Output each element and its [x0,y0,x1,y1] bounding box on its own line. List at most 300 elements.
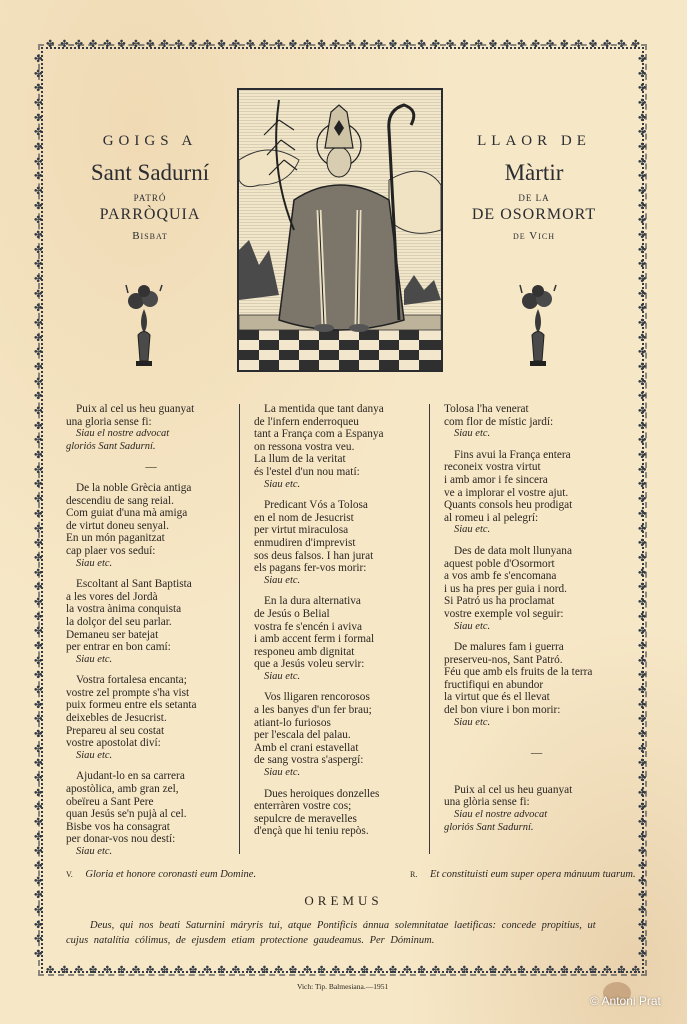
fleuron-icon: ✤ [638,552,647,564]
border-bottom-fleurons [46,966,640,976]
verse-line: fructifiqui en abundor [444,678,544,691]
verse-line: Puix al cel us heu guanyat [76,403,195,415]
verse-line: responeu amb dignitat [254,645,355,658]
stanza [254,691,429,767]
verse-line: Vos lligaren rencorosos [264,691,370,704]
verse-line: Si Patró us ha proclamat [444,595,555,608]
refrain [444,524,629,537]
fleuron-icon: ✤ [88,39,98,50]
fleuron-icon: ✤ [638,215,647,227]
fleuron-icon: ✤ [638,758,647,770]
verse-line: Prepareu al seu costat [66,724,165,737]
refrain-line: Siau etc. [454,524,491,536]
fleuron-icon: ✤ [638,274,647,286]
fleuron-icon: ✤ [638,406,647,418]
border-top-fleurons [46,40,640,50]
title-martir: Màrtir [504,160,564,185]
verse-line: deixebles de Jesucrist. [66,712,167,725]
fleuron-icon: ✤ [474,965,483,976]
verse-line: per donar-vos nou destí: [66,833,176,846]
border-left-fleurons [34,55,42,960]
title-right [446,133,622,242]
title-saint-name: Sant Sadurní [90,160,210,185]
fleuron-icon: ✤ [46,965,55,976]
fleuron-icon: ✤ [638,479,647,491]
title-left [60,133,240,242]
fleuron-icon: ✤ [638,362,647,374]
verse-line: Amb el crani estavellat [254,741,359,754]
fleuron-icon: ✤ [160,39,169,50]
verse-line: de l'infern enderroqueu [254,415,359,428]
verse-line: Fins avui la França entera [454,448,571,461]
fleuron-icon: ✤ [638,288,647,300]
fleuron-icon: ✤ [203,39,212,50]
flower-vase-ornament-right [518,283,558,373]
verse-line: Vostra fortalesa encanta; [76,674,187,687]
fleuron-icon: ✤ [638,875,647,887]
stanza [444,403,629,428]
fleuron-icon: ✤ [638,640,647,652]
title-llaor: LLAOR DE [477,133,591,149]
refrain-line: Siau etc. [76,749,113,761]
verse-line: on ressona vostra veu. [254,440,355,453]
fleuron-icon: ✤ [517,965,526,976]
fleuron-icon: ✤ [34,156,43,168]
fleuron-icon: ✤ [34,846,43,858]
verse-line: Féu que amb els fruits de la terra [444,666,593,679]
column-divider [429,404,430,854]
verse-line: vostre apostolat diví: [66,737,161,750]
fleuron-icon: ✤ [34,934,43,946]
verse-line: En la dura alternativa [264,595,361,608]
verse-line: Quants consols heu prodigat [444,499,573,512]
verse-line: per entrar en bon camí: [66,641,171,654]
fleuron-icon: ✤ [638,948,647,960]
fleuron-icon: ✤ [34,699,43,711]
fleuron-icon: ✤ [145,39,155,50]
fleuron-icon: ✤ [588,39,598,50]
verse-line: a vos amb fe s'encomana [444,570,557,583]
border-right-fleurons [638,55,646,960]
fleuron-icon: ✤ [317,965,326,976]
verse-line: descendiu de sang reial. [66,494,174,507]
fleuron-icon: ✤ [560,39,569,50]
fleuron-icon: ✤ [34,362,43,374]
verse-line: vostra fe s'encén i aviva [254,620,363,633]
fleuron-icon: ✤ [34,288,43,300]
fleuron-icon: ✤ [638,567,647,579]
fleuron-icon: ✤ [217,39,226,50]
stanza [254,595,429,671]
fleuron-icon: ✤ [131,965,141,976]
verse-line: d'ençà que hi teniu repòs. [254,825,369,838]
saint-woodcut-image [237,88,443,372]
stanza [66,482,236,558]
fleuron-icon: ✤ [34,244,43,256]
fleuron-icon: ✤ [417,965,426,976]
fleuron-icon: ✤ [602,965,612,976]
verse-line: Ajudant-lo en sa carrera [76,770,185,783]
fleuron-icon: ✤ [431,39,440,50]
fleuron-icon: ✤ [638,303,647,315]
fleuron-icon: ✤ [203,965,212,976]
refrain [254,767,429,780]
refrain [66,558,236,571]
verse-line: Puix al cel us heu guanyat [454,783,573,796]
verse-column-1 [66,403,236,867]
fleuron-icon: ✤ [34,890,43,902]
refrain [66,846,236,859]
fleuron-icon: ✤ [345,965,355,976]
fleuron-icon: ✤ [638,846,647,858]
fleuron-icon: ✤ [34,332,43,344]
fleuron-icon: ✤ [34,54,43,65]
refrain-line: Siau etc. [76,653,113,665]
fleuron-icon: ✤ [34,728,43,740]
fleuron-icon: ✤ [145,965,155,976]
fleuron-icon: ✤ [588,965,598,976]
fleuron-icon: ✤ [34,948,43,960]
fleuron-icon: ✤ [34,904,43,916]
verse-line: Dues heroiques donzelles [264,787,380,800]
versicle-text: Gloria et honore coronasti eum Domine. [85,869,257,880]
fleuron-icon: ✤ [545,965,555,976]
stanza [66,403,236,428]
refrain-line: Siau el nostre advocat [76,428,170,440]
fleuron-icon: ✤ [34,772,43,784]
fleuron-icon: ✤ [638,538,647,550]
fleuron-icon: ✤ [331,965,341,976]
fleuron-icon: ✤ [34,98,43,110]
fleuron-icon: ✤ [331,39,341,50]
fleuron-icon: ✤ [631,39,640,50]
fleuron-icon: ✤ [503,39,512,50]
fleuron-icon: ✤ [34,376,43,388]
fleuron-icon: ✤ [638,670,647,682]
fleuron-icon: ✤ [34,596,43,608]
fleuron-icon: ✤ [374,965,383,976]
fleuron-icon: ✤ [74,965,83,976]
fleuron-icon: ✤ [638,112,647,124]
fleuron-icon: ✤ [460,39,469,50]
fleuron-icon: ✤ [638,156,647,168]
stanza [66,770,236,846]
column-divider [239,404,240,854]
fleuron-icon: ✤ [188,39,198,50]
fleuron-icon: ✤ [34,816,43,828]
verse-line: Tolosa l'ha venerat [444,403,529,415]
fleuron-icon: ✤ [34,142,43,154]
verse-line: al romeu i al pelegrí: [444,511,539,524]
verse-line: La mentida que tant danya [264,403,384,415]
fleuron-icon: ✤ [34,112,43,124]
verse-line: Bisbe vos ha consagrat [66,820,170,833]
stanza [444,545,629,621]
fleuron-icon: ✤ [360,39,369,50]
fleuron-icon: ✤ [488,965,498,976]
verse-line: la vostra ànima conquista [66,603,182,616]
verse-line: vostre exemple vol seguir: [444,607,564,620]
fleuron-icon: ✤ [34,508,43,520]
refrain-line: Siau etc. [264,574,301,586]
refrain-line: Siau etc. [454,620,491,632]
fleuron-icon: ✤ [34,640,43,652]
fleuron-icon: ✤ [34,538,43,550]
flower-vase-icon [124,283,164,373]
fleuron-icon: ✤ [574,39,583,50]
fleuron-icon: ✤ [638,83,647,95]
fleuron-icon: ✤ [34,259,43,271]
fleuron-icon: ✤ [638,523,647,535]
fleuron-icon: ✤ [638,98,647,110]
fleuron-icon: ✤ [638,68,647,80]
fleuron-icon: ✤ [638,860,647,872]
fleuron-icon: ✤ [260,39,269,50]
verse-line: una glòria sense fi: [444,796,530,809]
verse-line: De la noble Grècia antiga [76,481,192,494]
fleuron-icon: ✤ [531,39,540,50]
title-goigs: GOIGS A [102,133,198,149]
fleuron-icon: ✤ [488,39,498,50]
verse-line: La llum de la veritat [254,453,346,466]
verse-line: vostre zel prompte s'ha vist [66,686,190,699]
fleuron-icon: ✤ [374,39,383,50]
verse-line: quan Jesús se'n pujà al cel. [66,808,187,821]
fleuron-icon: ✤ [34,831,43,843]
verse-line: cap plaer vos seduí: [66,544,156,557]
fleuron-icon: ✤ [103,965,112,976]
fleuron-icon: ✤ [638,743,647,755]
verse-column-3 [444,403,629,842]
fleuron-icon: ✤ [160,965,169,976]
fleuron-icon: ✤ [34,567,43,579]
fleuron-icon: ✤ [638,494,647,506]
refrain-line: gloriós Sant Sadurní. [66,440,156,452]
verse-line: en el nom de Jesucrist [254,511,354,524]
verse-line: atiant-lo furiosos [254,716,331,729]
fleuron-icon: ✤ [34,655,43,667]
fleuron-icon: ✤ [638,391,647,403]
fleuron-icon: ✤ [34,875,43,887]
fleuron-icon: ✤ [638,435,647,447]
fleuron-icon: ✤ [445,39,455,50]
verse-line: que a Jesús voleu servir: [254,658,365,671]
fleuron-icon: ✤ [638,655,647,667]
verse-line: enmudiren d'imprevist [254,536,356,549]
refrain-line: Siau etc. [454,716,491,728]
refrain [254,479,429,492]
fleuron-icon: ✤ [34,347,43,359]
fleuron-icon: ✤ [638,347,647,359]
title-patro: PATRÓ [133,193,167,203]
fleuron-icon: ✤ [638,728,647,740]
fleuron-icon: ✤ [274,39,283,50]
refrain [66,750,236,763]
fleuron-icon: ✤ [360,965,369,976]
fleuron-icon: ✤ [303,39,312,50]
verse-line: enterràren vostre cos; [254,800,352,813]
fleuron-icon: ✤ [34,552,43,564]
response-mark: R. [410,870,418,879]
fleuron-icon: ✤ [638,376,647,388]
fleuron-icon: ✤ [288,965,298,976]
fleuron-icon: ✤ [74,39,83,50]
fleuron-icon: ✤ [34,303,43,315]
fleuron-icon: ✤ [34,215,43,227]
stanza [66,674,236,750]
fleuron-icon: ✤ [638,420,647,432]
fleuron-icon: ✤ [131,39,141,50]
fleuron-icon: ✤ [34,274,43,286]
fleuron-icon: ✤ [638,127,647,139]
verse-column-2 [254,403,429,838]
fleuron-icon: ✤ [445,965,455,976]
fleuron-icon: ✤ [638,802,647,814]
verse-line: En un món paganitzat [66,532,165,545]
flower-vase-icon [518,283,558,373]
refrain [66,654,236,667]
refrain-line: Siau etc. [264,478,301,490]
fleuron-icon: ✤ [602,39,612,50]
verse-line: De malures fam i guerra [454,641,564,654]
fleuron-icon: ✤ [188,965,198,976]
fleuron-icon: ✤ [638,890,647,902]
fleuron-icon: ✤ [638,54,647,65]
fleuron-icon: ✤ [403,965,412,976]
section-dash: — [145,461,157,474]
stanza [444,641,629,717]
fleuron-icon: ✤ [638,904,647,916]
fleuron-icon: ✤ [34,684,43,696]
fleuron-icon: ✤ [531,965,540,976]
fleuron-icon: ✤ [60,965,69,976]
fleuron-icon: ✤ [34,523,43,535]
fleuron-icon: ✤ [34,68,43,80]
title-de-la: DE LA [518,193,550,203]
response [410,869,636,880]
copyright-watermark: © Antoni Prat [590,994,661,1008]
fleuron-icon: ✤ [245,39,255,50]
fleuron-icon: ✤ [34,230,43,242]
verse-line: de virtut doneu senyal. [66,519,169,532]
fleuron-icon: ✤ [460,965,469,976]
fleuron-icon: ✤ [34,582,43,594]
fleuron-icon: ✤ [34,420,43,432]
fleuron-icon: ✤ [545,39,555,50]
fleuron-icon: ✤ [34,626,43,638]
fleuron-icon: ✤ [174,39,183,50]
fleuron-icon: ✤ [517,39,526,50]
verse-line: puix formeu entre els setanta [66,699,197,712]
fleuron-icon: ✤ [34,611,43,623]
verse-line: reconeix vostra virtut [444,461,541,474]
fleuron-icon: ✤ [34,391,43,403]
fleuron-icon: ✤ [34,802,43,814]
verse-line: Predicant Vós a Tolosa [264,499,368,512]
fleuron-icon: ✤ [34,450,43,462]
fleuron-icon: ✤ [617,965,626,976]
refrain [254,671,429,684]
printer-imprint: Vich: Tip. Balmesiana.—1951 [297,982,389,991]
fleuron-icon: ✤ [638,626,647,638]
fleuron-icon: ✤ [638,171,647,183]
fleuron-icon: ✤ [34,186,43,198]
fleuron-icon: ✤ [638,508,647,520]
fleuron-icon: ✤ [638,816,647,828]
refrain [444,717,629,730]
verse-line: la dolçor del seu parlar. [66,615,172,628]
fleuron-icon: ✤ [638,699,647,711]
fleuron-icon: ✤ [245,965,255,976]
fleuron-icon: ✤ [34,494,43,506]
fleuron-icon: ✤ [638,230,647,242]
fleuron-icon: ✤ [34,670,43,682]
verse-line: per l'escala del palau. [254,729,351,742]
fleuron-icon: ✤ [34,318,43,330]
fleuron-icon: ✤ [117,39,126,50]
fleuron-icon: ✤ [638,186,647,198]
stanza [254,403,429,479]
fleuron-icon: ✤ [46,39,55,50]
refrain-line: Siau etc. [264,670,301,682]
verse-line: a les banyes d'un fer brau; [254,704,372,717]
fleuron-icon: ✤ [560,965,569,976]
verse-line: i us ha pres per guia i nord. [444,582,567,595]
title-vich: de Vich [513,230,555,242]
verse-line: Escoltant al Sant Baptista [76,578,192,591]
bishop-saint-icon [239,90,441,370]
fleuron-icon: ✤ [174,965,183,976]
fleuron-icon: ✤ [34,743,43,755]
fleuron-icon: ✤ [34,406,43,418]
verse-line: i amb accent ferm i formal [254,633,375,646]
fleuron-icon: ✤ [34,464,43,476]
fleuron-icon: ✤ [34,860,43,872]
title-osormort: DE OSORMORT [471,206,597,223]
verse-line: la virtut que és el llevat [444,691,550,704]
fleuron-icon: ✤ [231,965,241,976]
fleuron-icon: ✤ [303,965,312,976]
title-bisbat: Bisbat [132,230,168,242]
fleuron-icon: ✤ [638,714,647,726]
refrain [66,428,236,453]
fleuron-icon: ✤ [34,758,43,770]
verse-line: preserveu-nos, Sant Patró. [444,653,563,666]
verse-line: Com guiat d'una mà amiga [66,507,188,520]
verse-line: de sang vostra s'aspergí: [254,754,364,767]
fleuron-icon: ✤ [103,39,112,50]
verse-line: i amb amor i fe sincera [444,473,548,486]
fleuron-icon: ✤ [388,965,398,976]
verse-line: obeïreu a Sant Pere [66,795,154,808]
fleuron-icon: ✤ [260,965,269,976]
refrain [444,809,629,834]
fleuron-icon: ✤ [117,965,126,976]
versicle-mark: V. [66,870,73,879]
verse-line: per virtut miraculosa [254,524,349,537]
fleuron-icon: ✤ [638,934,647,946]
verse-line: sos deus falsos. I han jurat [254,549,374,562]
fleuron-icon: ✤ [231,39,241,50]
verse-line: del bon viure i bon morir: [444,704,561,717]
verse-line: tant a França com a Espanya [254,428,384,441]
fleuron-icon: ✤ [34,919,43,931]
title-parroquia: PARRÒQUIA [99,206,201,223]
fleuron-icon: ✤ [638,611,647,623]
verse-line: com flor de místic jardí: [444,415,554,428]
refrain [444,428,629,441]
section-dash: — [530,747,543,760]
